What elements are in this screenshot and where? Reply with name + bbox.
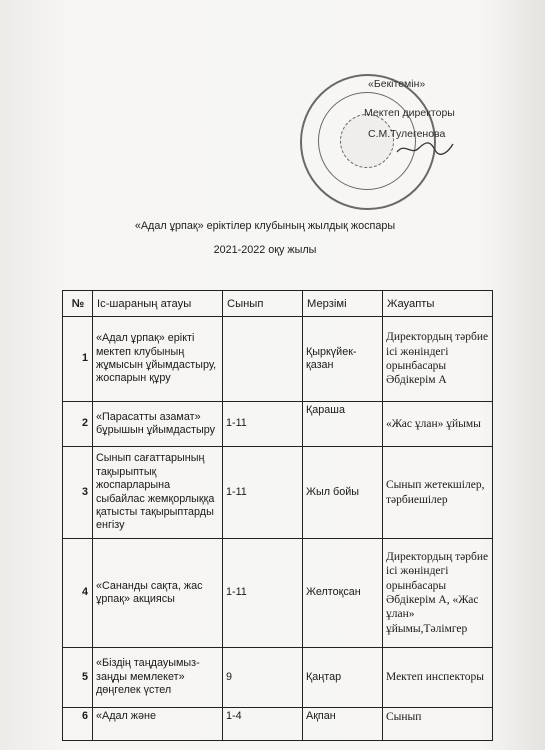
table-header-row xyxy=(63,291,493,317)
header-responsible: Жауапты xyxy=(383,291,493,317)
table-row xyxy=(63,317,493,402)
row-number: 3 xyxy=(63,447,93,539)
header-number: № xyxy=(63,291,93,317)
row-responsible: Сынып жетекшілер, тәрбиешілер xyxy=(383,447,493,539)
table-row xyxy=(63,539,493,648)
row-class: 1-11 xyxy=(223,447,303,539)
header-date: Мерзімі xyxy=(303,291,383,317)
plan-table xyxy=(62,290,493,741)
row-date: Желтоқсан xyxy=(303,539,383,648)
row-date: Жыл бойы xyxy=(303,447,383,539)
row-event-name: «Сананды сақта, жас ұрпақ» акциясы xyxy=(93,539,223,648)
row-class: 9 xyxy=(223,648,303,708)
row-date: Қараша xyxy=(303,402,383,447)
row-number: 6 xyxy=(63,708,93,741)
approval-heading: «Бекітемін» xyxy=(368,78,426,90)
row-event-name: Сынып сағаттарының тақырыптық жоспарларына сыбайлас жемқорлыққа қатысты тақырыптарды енгізу xyxy=(93,447,223,539)
row-number: 2 xyxy=(63,402,93,447)
header-event-name: Іс-шараның атауы xyxy=(93,291,223,317)
row-responsible: Директордың тәрбие ісі жөніндегі орынбасары Әбдікерім А xyxy=(383,317,493,402)
table-row xyxy=(63,402,493,447)
row-date: Ақпан xyxy=(303,708,383,741)
header-class: Сынып xyxy=(223,291,303,317)
table-row xyxy=(63,447,493,539)
row-number: 1 xyxy=(63,317,93,402)
row-responsible: «Жас ұлан» ұйымы xyxy=(383,402,493,447)
row-event-name: «Адал ұрпақ» ерікті мектеп клубының жұмысын ұйымдастыру, жоспарын құру xyxy=(93,317,223,402)
approval-stamp-block xyxy=(300,74,500,194)
signature-icon xyxy=(395,140,455,158)
row-date: Қыркүйек-қазан xyxy=(303,317,383,402)
row-responsible: Директордың тәрбие ісі жөніндегі орынбасары Әбдікерім А, «Жас ұлан» ұйымы,Тәлімгер xyxy=(383,539,493,648)
row-responsible: Сынып xyxy=(383,708,493,741)
table-row xyxy=(63,648,493,708)
row-class: 1-11 xyxy=(223,539,303,648)
row-event-name: «Адал және xyxy=(93,708,223,741)
row-number: 5 xyxy=(63,648,93,708)
row-event-name: «Парасатты азамат» бұрышын ұйымдастыру xyxy=(93,402,223,447)
row-responsible: Мектеп инспекторы xyxy=(383,648,493,708)
row-event-name: «Біздің таңдауымыз-заңды мемлекет» дөңгелек үстел xyxy=(93,648,223,708)
document-subtitle: 2021-2022 оқу жылы xyxy=(213,244,317,256)
approval-position: Мектеп директоры xyxy=(364,107,455,119)
row-class xyxy=(223,317,303,402)
document-title: «Адал ұрпақ» еріктілер клубының жылдық жоспары xyxy=(134,220,396,232)
row-class: 1-11 xyxy=(223,402,303,447)
row-class: 1-4 xyxy=(223,708,303,741)
row-date: Қаңтар xyxy=(303,648,383,708)
table-row xyxy=(63,708,493,741)
row-number: 4 xyxy=(63,539,93,648)
approval-director-name: С.М.Тулегенова xyxy=(368,128,446,140)
